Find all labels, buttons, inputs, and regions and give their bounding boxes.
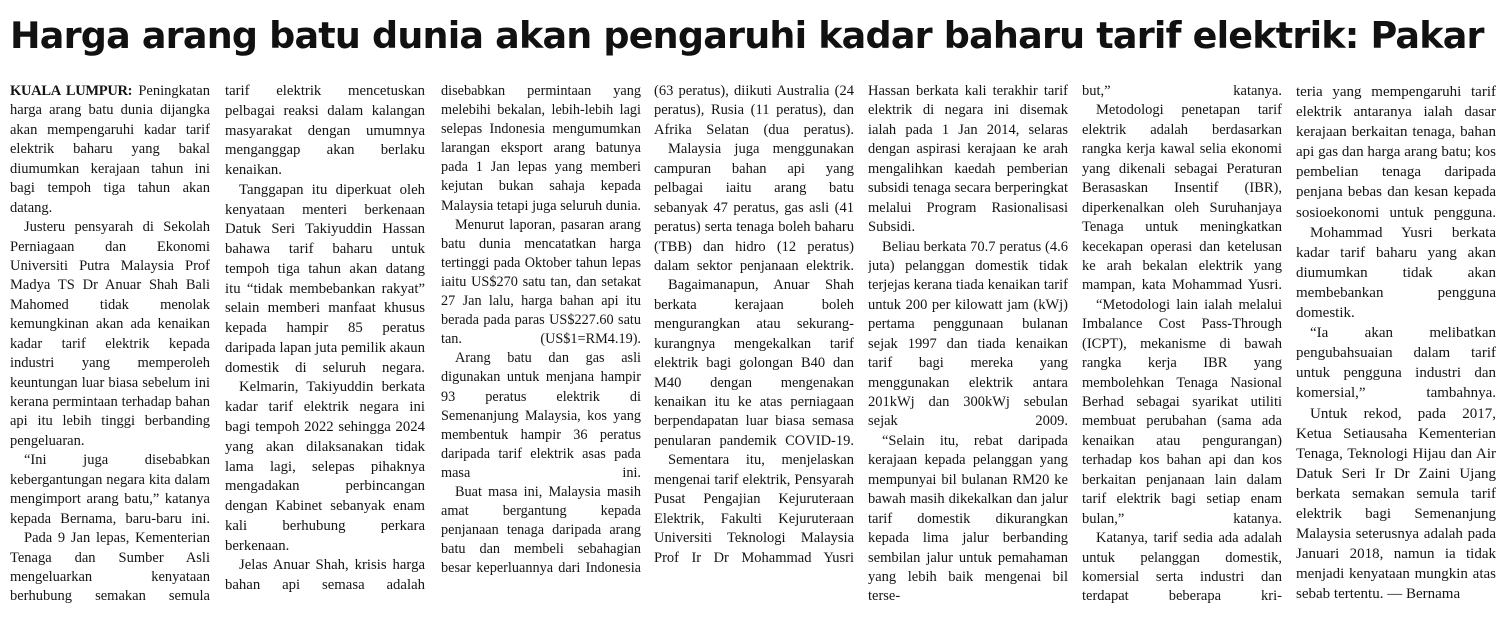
paragraph-text: “Selain itu, rebat daripada kerajaan kepada pelanggan yang mempunyai bil bulanan RM20 ke bawah masih dikekalkan dan jalur tarif domestik dikurangkan kepada lima jalur berbanding sembilan jalur untuk pemahaman yang lebih baik mengenai bil terse-: [868, 432, 1068, 605]
paragraph-text: Kelmarin, Takiyuddin berkata kadar tarif elektrik negara ini bagi tempoh 2022 sehingga 2024 yang akan dilaksanakan tidak lama lagi, selepas pihaknya mengadakan perbincangan dengan Kabinet sebanyak enam kali berhubung perkara berkenaan.: [225, 379, 425, 554]
paragraph-text: Untuk rekod, pada 2017, Ketua Setiausaha Kementerian Tenaga, Teknologi Hijau dan Air Datuk Seri Ir Dr Zaini Ujang berkata semakan semula tarif elektrik bagi Semenanjung Malaysia seterusnya adalah pada Januari 2018, namun ia tidak menjadi kenyataan mungkin atas sebab tertentu. — Bernama: [1296, 405, 1496, 603]
article-column: [868, 82, 1068, 614]
article-paragraph: [10, 82, 210, 218]
paragraph-text: Justeru pensyarah di Sekolah Perniagaan dan Ekonomi Universiti Putra Malaysia Prof Madya TS Dr Anuar Shah Bali Mahomed tidak menolak kemungkinan akan ada kenaikan kadar tarif elektrik kepada industri yang memperoleh keuntungan luar biasa sebelum ini kerana permintaan terhadap bahan api itu lebih tinggi berbanding pengeluaran.: [10, 219, 210, 449]
dateline: KUALA LUMPUR:: [10, 83, 133, 99]
paragraph-text: Jelas Anuar Shah, krisis harga bahan api semasa adalah: [225, 557, 425, 594]
article-paragraph: [441, 216, 641, 350]
article-paragraph: [868, 432, 1068, 607]
article-paragraph: [225, 378, 425, 556]
paragraph-text: Pada 9 Jan lepas, Kementerian Tenaga dan Sumber Asli mengeluarkan kenyataan berhubung semakan semula: [10, 530, 210, 605]
article-paragraph: [1296, 323, 1496, 403]
paragraph-text: Peningkatan harga arang batu dunia dijangka akan mempengaruhi kadar tarif elektrik baharu yang bakal diumumkan kerajaan tahun ini bagi tempoh tiga tahun akan datang.: [10, 83, 210, 216]
paragraph-text: disebabkan permintaan yang melebihi bekalan, lebih-lebih lagi selepas Indonesia mengumumkan larangan eksport arang batunya pada 1 Jan lepas yang memberi kejutan bukan sahaja kepada Malaysia tetapi juga seluruh dunia.: [441, 83, 641, 214]
paragraph-text: Arang batu dan gas asli digunakan untuk menjana hampir 93 peratus elektrik di Semenanjung Malaysia, kos yang membentuk hampir 36 peratus daripada tarif elektrik asas pada masa ini.: [441, 350, 641, 481]
paragraph-text: Menurut laporan, pasaran arang batu dunia mencatatkan harga tertinggi pada Oktober tahun lepas iaitu US$270 satu tan, dan setakat 27 Jan lalu, harga bahan api itu berada pada paras US$227.60 satu tan. (US$1=RM4.19).: [441, 216, 641, 348]
paragraph-text: Malaysia juga menggunakan campuran bahan api yang pelbagai iaitu arang batu sebanyak 47 peratus, gas asli (41 peratus) serta tenaga boleh baharu (TBB) dan hidro (12 peratus) dalam sektor penjanaan elektrik.: [654, 141, 854, 274]
article-paragraph: [441, 349, 641, 483]
article-column: [1082, 82, 1282, 614]
article-paragraph: [1082, 82, 1282, 101]
article-paragraph: [441, 82, 641, 216]
article-paragraph: [868, 82, 1068, 238]
paragraph-text: Tanggapan itu diperkuat oleh kenyataan menteri berkenaan Datuk Seri Takiyuddin Hassan bahawa tarif baharu untuk tempoh tiga tahun akan datang itu “tidak membebankan rakyat” selain memberi manfaat khusus kepada hampir 85 peratus daripada lapan juta pemilik akaun domestik di seluruh negara.: [225, 181, 425, 376]
paragraph-text: “Metodologi lain ialah melalui Imbalance Cost Pass-Through (ICPT), mekanisme di bawah rangka kerja IBR yang membolehkan Tenaga Nasional Berhad sebagai syarikat utiliti membuat perubahan (sama ada kenaikan atau pengurangan) terhadap kos bahan api dan kos berkaitan penjanaan lain dalam tarif elektrik bagi setiap enam bulan,” katanya.: [1082, 296, 1282, 527]
paragraph-text: Hassan berkata kali terakhir tarif elektrik di negara ini disemak ialah pada 1 Jan 2014, selaras dengan aspirasi kerajaan ke arah mengalihkan kaedah pemberian subsidi tenaga secara berperingkat melalui Program Rasionalisasi Subsidi.: [868, 83, 1068, 236]
paragraph-text: Mohammad Yusri berkata kadar tarif baharu yang akan diumumkan tidak akan membebankan pengguna domestik.: [1296, 224, 1496, 322]
paragraph-text: “Ia akan melibatkan pengubahsuaian dalam tarif untuk pengguna industri dan komersial,” tambahnya.: [1296, 325, 1496, 402]
article-paragraph: [225, 181, 425, 379]
article-paragraph: [1296, 223, 1496, 323]
article-paragraph: [1296, 82, 1496, 223]
article-column: [654, 82, 854, 614]
article-paragraph: [1296, 404, 1496, 605]
article-paragraph: [441, 483, 641, 578]
article-column: [10, 82, 210, 614]
article-paragraph: [1082, 529, 1282, 607]
article-paragraph: [654, 82, 854, 140]
article-paragraph: [654, 451, 854, 568]
article-column: [225, 82, 425, 614]
paragraph-text: Katanya, tarif sedia ada adalah untuk pelanggan domestik, komersial serta industri dan terdapat beberapa kri-: [1082, 530, 1282, 605]
paragraph-text: “Ini juga disebabkan kebergantungan negara kita dalam mengimport arang batu,” katanya kepada Bernama, baru-baru ini.: [10, 452, 210, 527]
paragraph-text: Beliau berkata 70.7 peratus (4.6 juta) pelanggan domestik tidak terjejas kerana tiada kenaikan tarif untuk 200 per kilowatt jam (kWj) pertama penggunaan bulanan sejak 1997 dan tiada kenaikan tarif bagi mereka yang menggunakan elektrik antara 201kWj dan 300kWj sebulan sejak 2009.: [868, 238, 1068, 430]
article-body: [0, 82, 1500, 614]
paragraph-text: tarif elektrik mencetuskan pelbagai reaksi dalam kalangan masyarakat dengan umumnya menganggap akan berlaku kenaikan.: [225, 83, 425, 179]
paragraph-text: teria yang mempengaruhi tarif elektrik antaranya ialah dasar kerajaan berkaitan tenaga, bahan api gas dan harga arang batu; kos pembelian tenaga daripada penjana bebas dan kesan kepada sosioekonomi untuk pengguna.: [1296, 84, 1496, 221]
paragraph-text: Bagaimanapun, Anuar Shah berkata kerajaan boleh mengurangkan atau sekurang-kurangnya mengekalkan tarif elektrik bagi golongan B40 dan M40 dengan mengenakan kenaikan itu ke atas perniagaan berpendapatan luar biasa semasa penularan pandemik COVID-19.: [654, 277, 854, 449]
article-paragraph: [10, 218, 210, 451]
article-paragraph: [654, 140, 854, 276]
article-paragraph: [654, 276, 854, 451]
article-paragraph: [1082, 101, 1282, 295]
paragraph-text: Sementara itu, menjelaskan mengenai tarif elektrik, Pensyarah Pusat Pengajian Kejuruteraan Elektrik, Fakulti Kejuruteraan Universiti Teknologi Malaysia Prof Ir Dr Mohammad Yusri: [654, 452, 854, 566]
article-paragraph: [10, 451, 210, 529]
article-paragraph: [10, 529, 210, 607]
paragraph-text: but,” katanya.: [1082, 83, 1282, 99]
article-paragraph: [225, 556, 425, 596]
paragraph-text: Metodologi penetapan tarif elektrik adalah berdasarkan rangka kerja kawal selia ekonomi yang dikenali sebagai Peraturan Berasaskan Insentif (IBR), diperkenalkan oleh Suruhanjaya Tenaga untuk meningkatkan kecekapan operasi dan ketelusan ke arah bekalan elektrik yang mampan, kata Mohammad Yusri.: [1082, 102, 1282, 294]
article-paragraph: [225, 82, 425, 181]
article-column: [441, 82, 641, 614]
paragraph-text: (63 peratus), diikuti Australia (24 peratus), Rusia (11 peratus), dan Afrika Selatan (dua peratus).: [654, 83, 854, 138]
article-headline: Harga arang batu dunia akan pengaruhi kadar baharu tarif elektrik: Pakar: [10, 14, 1484, 57]
article-column: [1296, 82, 1496, 614]
article-paragraph: [868, 238, 1068, 432]
paragraph-text: Buat masa ini, Malaysia masih amat bergantung kepada penjanaan tenaga daripada arang batu dan membeli sebahagian besar keperluannya dari Indonesia: [441, 483, 641, 577]
article-paragraph: [1082, 296, 1282, 529]
